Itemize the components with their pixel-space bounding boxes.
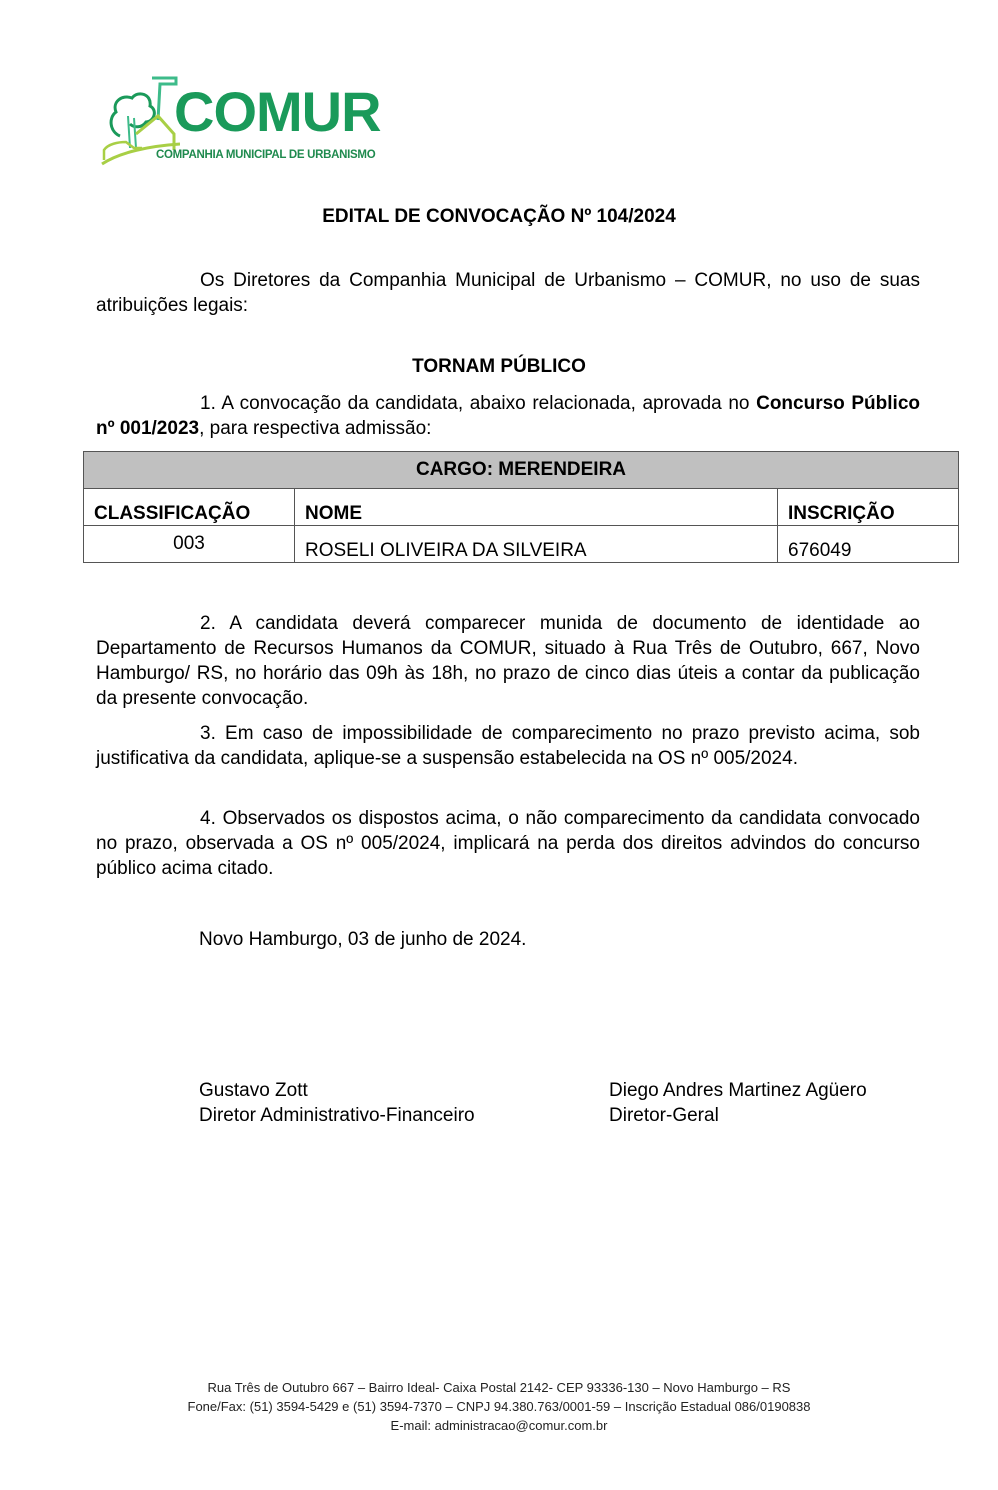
column-header-classificacao: CLASSIFICAÇÃO <box>84 489 295 526</box>
signatory-name: Gustavo Zott <box>199 1080 308 1101</box>
cell-inscricao: 676049 <box>778 526 959 563</box>
column-header-nome: NOME <box>295 489 778 526</box>
section-heading: TORNAM PÚBLICO <box>412 356 586 377</box>
table-row <box>84 526 959 563</box>
signature-block-2 <box>609 1078 867 1128</box>
item-3-paragraph: 3. Em caso de impossibilidade de comparecimento no prazo previsto acima, sob justificativa da candidata, aplique-se a suspensão estabelecida na OS nº 005/2024. <box>96 723 920 769</box>
footer <box>0 1378 998 1435</box>
comur-logo <box>100 76 390 168</box>
cell-nome: ROSELI OLIVEIRA DA SILVEIRA <box>295 526 778 563</box>
signature-block-1 <box>199 1078 475 1128</box>
item-1-contest: Concurso Público nº 001/2023 <box>96 393 921 439</box>
item-1-text-end: , para respectiva admissão: <box>199 418 432 439</box>
item-1-text-start: 1. A convocação da candidata, abaixo relacionada, aprovada no <box>200 393 757 414</box>
item-4-paragraph: 4. Observados os dispostos acima, o não comparecimento da candidata convocado no prazo, observada a OS nº 005/2024, implicará na perda dos direitos advindos do concurso público acima citado. <box>96 808 920 879</box>
signatory-role: Diretor Administrativo-Financeiro <box>199 1105 475 1126</box>
document-title: EDITAL DE CONVOCAÇÃO Nº 104/2024 <box>322 206 676 227</box>
intro-paragraph: Os Diretores da Companhia Municipal de Urbanismo – COMUR, no uso de suas atribuições legais: <box>96 270 920 316</box>
logo-wordmark: COMUR <box>174 80 381 143</box>
logo-subtitle: COMPANHIA MUNICIPAL DE URBANISMO <box>156 149 376 161</box>
footer-contact: Fone/Fax: (51) 3594-5429 e (51) 3594-7370 – CNPJ 94.380.763/0001-59 – Inscrição Estadual 086/0190838 <box>187 1399 811 1414</box>
signatory-role: Diretor-Geral <box>609 1105 719 1126</box>
column-header-inscricao: INSCRIÇÃO <box>778 489 959 526</box>
cell-classificacao: 003 <box>84 526 295 563</box>
footer-email: E-mail: administracao@comur.com.br <box>390 1418 608 1433</box>
item-1-paragraph <box>96 391 920 441</box>
signatory-name: Diego Andres Martinez Agüero <box>609 1080 867 1101</box>
footer-address: Rua Três de Outubro 667 – Bairro Ideal- Caixa Postal 2142- CEP 93336-130 – Novo Hamburgo – RS <box>207 1380 791 1395</box>
item-2-paragraph: 2. A candidata deverá comparecer munida de documento de identidade ao Departamento de Recursos Humanos da COMUR, situado à Rua Três de Outubro, 667, Novo Hamburgo/ RS, no horário das 09h às 18h, no prazo de cinco dias úteis a contar da publicação da presente convocação. <box>96 613 920 709</box>
candidate-table <box>83 451 959 563</box>
cargo-header: CARGO: MERENDEIRA <box>84 452 959 489</box>
date-line: Novo Hamburgo, 03 de junho de 2024. <box>199 929 527 950</box>
